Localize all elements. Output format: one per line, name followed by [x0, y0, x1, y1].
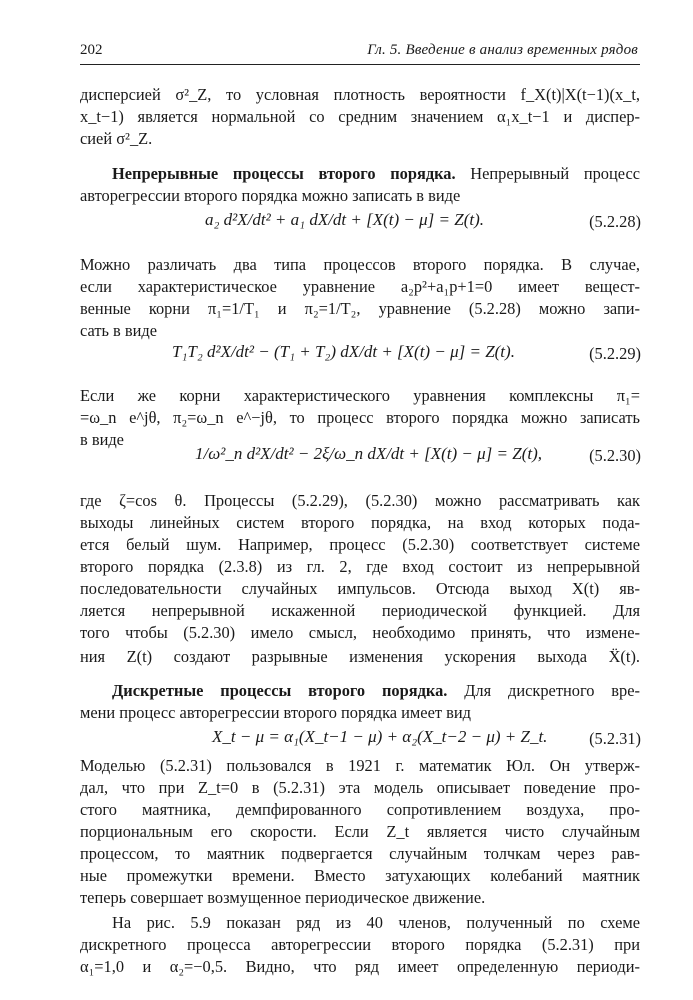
text-line: последовательности случайных импульсов. Отсюда выход X(t) яв- [80, 579, 640, 598]
text-line: дискретного процесса авторегрессии второго порядка (5.2.31) при [80, 935, 640, 954]
equation-5-2-28: a₂ d²X/dt² + a₁ dX/dt + [X(t) − μ] = Z(t). [205, 210, 485, 229]
text-line: в виде [80, 430, 124, 449]
equation-number: (5.2.31) [589, 729, 641, 748]
text-line: сией σ²_Z. [80, 129, 153, 148]
text-line: ляется непрерывной искаженной периодической функцией. Для [80, 601, 640, 620]
text-line: стого маятника, демпфированного сопротивлением воздуха, про- [80, 800, 640, 819]
page-header [80, 40, 640, 65]
text-line: венные корни π₁=1/T₁ и π₂=1/T₂, уравнение (5.2.28) можно запи- [80, 299, 640, 318]
text-line: авторегрессии второго порядка можно записать в виде [80, 186, 461, 205]
text-line: выходы линейных систем второго порядка, на вход которых пода- [80, 513, 640, 532]
equation-number: (5.2.29) [589, 344, 641, 363]
text-line: ния Z(t) создают разрывные изменения ускорения выхода Ẍ(t). [80, 647, 640, 666]
running-title: Гл. 5. Введение в анализ временных рядов [367, 42, 638, 58]
text-line: x_t−1) является нормальной со средним значением α₁x_t−1 и диспер- [80, 107, 640, 126]
text-line: процессом, то маятник подвергается случайным толчкам через рав- [80, 844, 640, 863]
text-line: ные промежутки времени. Вместо затухающих колебаний маятник [80, 866, 640, 885]
equation-5-2-29: T₁T₂ d²X/dt² − (T₁ + T₂) dX/dt + [X(t) − μ] = Z(t). [172, 342, 515, 361]
text-line: Если же корни характеристического уравнения комплексны π₁= [80, 386, 640, 405]
text-line: α₁=1,0 и α₂=−0,5. Видно, что ряд имеет определенную периоди- [80, 957, 640, 976]
section-heading-line [112, 680, 640, 702]
text-line: На рис. 5.9 показан ряд из 40 членов, полученный по схеме [112, 913, 640, 932]
section-title-continuous: Непрерывные процессы второго порядка. [112, 164, 456, 183]
text-line: второго порядка (2.3.8) из гл. 2, где вход состоит из непрерывной [80, 557, 640, 576]
text-line: ется белый шум. Например, процесс (5.2.30) соответствует системе [80, 535, 640, 554]
equation-number: (5.2.30) [589, 446, 641, 465]
page-number: 202 [80, 42, 103, 58]
text-line: Моделью (5.2.31) пользовался в 1921 г. математик Юл. Он утверж- [80, 756, 640, 775]
equation-5-2-30: 1/ω²_n d²X/dt² − 2ξ/ω_n dX/dt + [X(t) − μ] = Z(t), [195, 444, 543, 463]
equation-5-2-31: X_t − μ = α₁(X_t−1 − μ) + α₂(X_t−2 − μ) + Z_t. [212, 727, 548, 746]
text-span: Для дискретного вре- [464, 681, 640, 700]
text-line: сать в виде [80, 321, 158, 340]
section-heading-line [112, 163, 640, 185]
text-line: дисперсией σ²_Z, то условная плотность вероятности f_X(t)|X(t−1)(x_t, [80, 85, 640, 104]
text-line: если характеристическое уравнение a₂p²+a₁p+1=0 имеет вещест- [80, 277, 640, 296]
text-line: теперь совершает возмущенное периодическое движение. [80, 888, 486, 907]
text-line: мени процесс авторегрессии второго порядка имеет вид [80, 703, 471, 722]
text-line: порциональным его скорости. Если Z_t является чисто случайным [80, 822, 640, 841]
text-line: дал, что при Z_t=0 в (5.2.31) эта модель описывает поведение про- [80, 778, 640, 797]
text-line: где ζ=cos θ. Процессы (5.2.29), (5.2.30) можно рассматривать как [80, 491, 640, 510]
text-line: =ω_n e^jθ, π₂=ω_n e^−jθ, то процесс второго порядка можно записать [80, 408, 640, 427]
text-span: Непрерывный процесс [470, 164, 640, 183]
text-line: Можно различать два типа процессов второго порядка. В случае, [80, 255, 640, 274]
equation-number: (5.2.28) [589, 212, 641, 231]
text-line: того чтобы (5.2.30) имело смысл, необходимо принять, что измене- [80, 623, 640, 642]
section-title-discrete: Дискретные процессы второго порядка. [112, 681, 448, 700]
